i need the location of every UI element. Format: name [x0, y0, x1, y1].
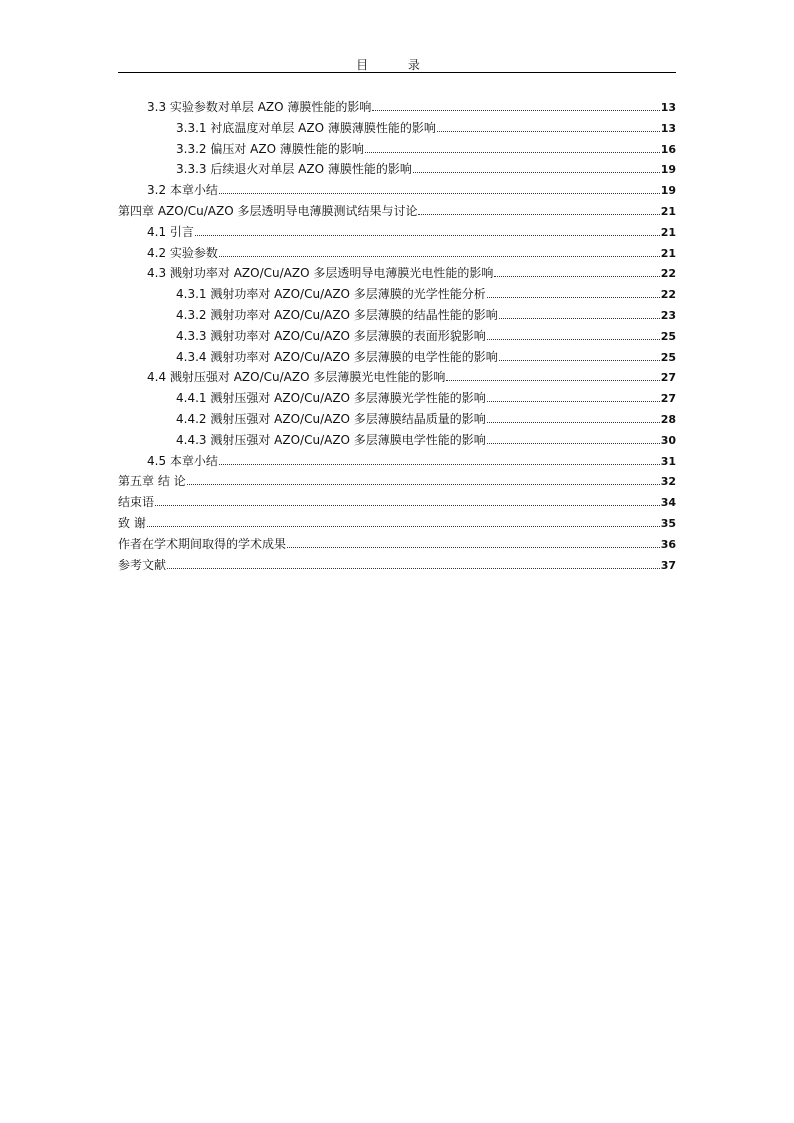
toc-entry-title: 第四章 AZO/Cu/AZO 多层透明导电薄膜测试结果与讨论 — [118, 203, 418, 218]
toc-entry-title: 4.4 溅射压强对 AZO/Cu/AZO 多层薄膜光电性能的影响 — [147, 370, 446, 385]
toc-entry[interactable] — [118, 180, 676, 201]
toc-entry-title: 4.3.3 溅射功率对 AZO/Cu/AZO 多层薄膜的表面形貌影响 — [176, 328, 486, 343]
toc-entry-title: 致 谢 — [118, 515, 146, 530]
toc-entry-page: 21 — [660, 204, 676, 218]
toc-dot-leader — [487, 432, 660, 444]
toc-dot-leader — [499, 349, 660, 361]
toc-entry-title: 4.4.2 溅射压强对 AZO/Cu/AZO 多层薄膜结晶质量的影响 — [176, 411, 486, 426]
toc-dot-leader — [147, 515, 660, 527]
toc-dot-leader — [167, 557, 660, 569]
toc-entry-title: 3.3.3 后续退火对单层 AZO 薄膜性能的影响 — [176, 162, 412, 177]
toc-entry-page: 13 — [660, 121, 676, 135]
toc-dot-leader — [418, 203, 659, 215]
toc-entry-title: 4.1 引言 — [147, 224, 194, 239]
toc-entry[interactable] — [118, 430, 676, 451]
toc-entry-page: 23 — [660, 308, 676, 322]
toc-entry-title: 作者在学术期间取得的学术成果 — [118, 536, 287, 551]
toc-entry[interactable] — [118, 159, 676, 180]
toc-entry[interactable] — [118, 367, 676, 388]
toc-entry-page: 22 — [660, 288, 676, 302]
toc-entry-page: 32 — [660, 475, 676, 489]
toc-entry-page: 34 — [660, 496, 676, 510]
toc-entry[interactable] — [118, 492, 676, 513]
toc-entry[interactable] — [118, 243, 676, 264]
toc-entry-title: 4.4.3 溅射压强对 AZO/Cu/AZO 多层薄膜电学性能的影响 — [176, 432, 486, 447]
toc-entry-page: 19 — [660, 184, 676, 198]
toc-entry-title: 3.3.1 衬底温度对单层 AZO 薄膜薄膜性能的影响 — [176, 120, 436, 135]
toc-entry[interactable] — [118, 471, 676, 492]
toc-entry[interactable] — [118, 305, 676, 326]
toc-entry-page: 31 — [660, 454, 676, 468]
toc-entry-page: 35 — [660, 516, 676, 530]
toc-entry[interactable] — [118, 451, 676, 472]
toc-entry-page: 19 — [660, 163, 676, 177]
toc-entry[interactable] — [118, 222, 676, 243]
toc-entry-page: 37 — [660, 558, 676, 572]
toc-entry-title: 4.3.4 溅射功率对 AZO/Cu/AZO 多层薄膜的电学性能的影响 — [176, 349, 498, 364]
toc-entry[interactable] — [118, 555, 676, 576]
toc-entry-page: 13 — [660, 101, 676, 114]
toc-dot-leader — [365, 141, 660, 153]
toc-dot-leader — [287, 536, 660, 548]
toc-entry-page: 21 — [660, 225, 676, 239]
toc-entry-page: 22 — [660, 267, 676, 281]
toc-dot-leader — [219, 245, 660, 257]
toc-entry-title: 3.3 实验参数对单层 AZO 薄膜性能的影响 — [147, 100, 372, 114]
toc-dot-leader — [413, 161, 660, 173]
toc-entry-page: 16 — [660, 142, 676, 156]
toc-entry[interactable] — [118, 326, 676, 347]
toc-entry-page: 36 — [660, 537, 676, 551]
toc-dot-leader — [372, 99, 659, 111]
toc-dot-leader — [487, 286, 660, 298]
toc-entry[interactable] — [118, 284, 676, 305]
toc-entry[interactable] — [118, 139, 676, 160]
toc-entry[interactable] — [118, 263, 676, 284]
toc-dot-leader — [155, 494, 660, 506]
toc-entry[interactable] — [118, 347, 676, 368]
toc-entry[interactable] — [118, 513, 676, 534]
toc-dot-leader — [487, 328, 660, 340]
toc-entry-page: 27 — [660, 371, 676, 385]
toc-dot-leader — [494, 265, 659, 277]
toc-entry[interactable] — [118, 97, 676, 118]
toc-entry[interactable] — [118, 118, 676, 139]
toc-dot-leader — [446, 369, 659, 381]
toc-entry-page: 21 — [660, 246, 676, 260]
toc-entry[interactable] — [118, 201, 676, 222]
toc-entry-title: 参考文献 — [118, 557, 167, 572]
page-header-title: 目 录 — [356, 58, 438, 72]
toc-entry[interactable] — [118, 388, 676, 409]
toc-entry-title: 4.4.1 溅射压强对 AZO/Cu/AZO 多层薄膜光学性能的影响 — [176, 391, 486, 406]
header-rule — [118, 72, 676, 73]
toc-entry-title: 4.5 本章小结 — [147, 453, 218, 468]
toc-entry-title: 第五章 结 论 — [118, 474, 186, 489]
toc-dot-leader — [499, 307, 660, 319]
toc-dot-leader — [187, 473, 660, 485]
toc-dot-leader — [219, 453, 660, 465]
toc-entry-title: 4.3.2 溅射功率对 AZO/Cu/AZO 多层薄膜的结晶性能的影响 — [176, 307, 498, 322]
toc-entry-title: 结束语 — [118, 495, 155, 510]
toc-entry-page: 30 — [660, 433, 676, 447]
toc-dot-leader — [487, 390, 660, 402]
table-of-contents — [118, 97, 676, 575]
toc-entry-page: 25 — [660, 329, 676, 343]
toc-dot-leader — [437, 120, 660, 132]
toc-dot-leader — [195, 224, 660, 236]
toc-entry-title: 4.3 溅射功率对 AZO/Cu/AZO 多层透明导电薄膜光电性能的影响 — [147, 266, 494, 281]
toc-dot-leader — [487, 411, 660, 423]
toc-entry[interactable] — [118, 534, 676, 555]
toc-entry-page: 25 — [660, 350, 676, 364]
toc-entry-title: 4.3.1 溅射功率对 AZO/Cu/AZO 多层薄膜的光学性能分析 — [176, 287, 486, 302]
toc-entry-title: 3.2 本章小结 — [147, 183, 218, 198]
toc-entry-page: 27 — [660, 392, 676, 406]
toc-entry[interactable] — [118, 409, 676, 430]
toc-dot-leader — [219, 182, 660, 194]
toc-entry-page: 28 — [660, 412, 676, 426]
toc-entry-title: 3.3.2 偏压对 AZO 薄膜性能的影响 — [176, 141, 364, 156]
toc-entry-title: 4.2 实验参数 — [147, 245, 218, 260]
